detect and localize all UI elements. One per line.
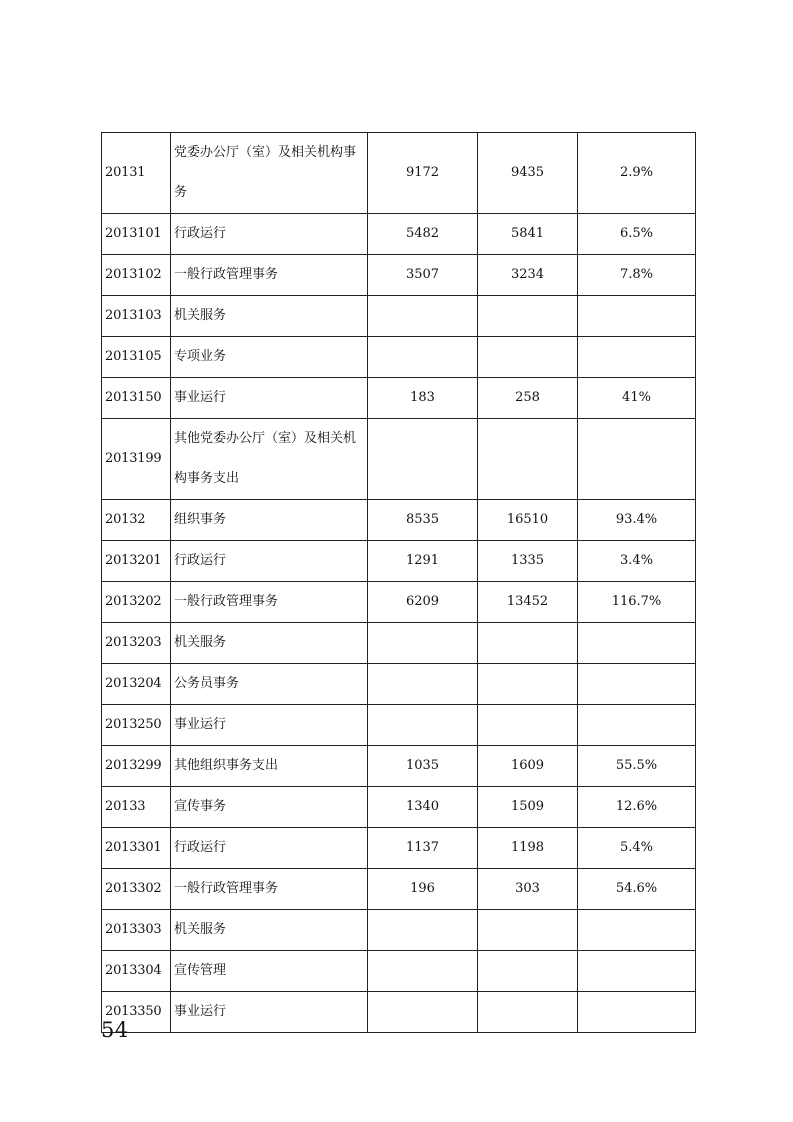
subject-code-cell: 2013105	[102, 337, 171, 378]
amount-cell: 1335	[478, 541, 578, 582]
amount-cell	[368, 623, 478, 664]
subject-name-cell: 宣传管理	[171, 951, 368, 992]
table-row	[102, 541, 696, 582]
percent-cell	[578, 910, 696, 951]
subject-name-cell: 其他党委办公厅（室）及相关机构事务支出	[171, 419, 368, 500]
amount-cell	[368, 951, 478, 992]
amount-cell: 303	[478, 869, 578, 910]
amount-cell: 1198	[478, 828, 578, 869]
amount-cell	[478, 337, 578, 378]
amount-cell	[478, 910, 578, 951]
table-row	[102, 869, 696, 910]
subject-code-cell: 2013302	[102, 869, 171, 910]
amount-cell: 6209	[368, 582, 478, 623]
table-row	[102, 828, 696, 869]
amount-cell	[368, 705, 478, 746]
amount-cell	[478, 992, 578, 1033]
subject-code-cell: 2013202	[102, 582, 171, 623]
amount-cell	[478, 296, 578, 337]
budget-table	[101, 132, 696, 1033]
table-row	[102, 419, 696, 500]
table-row	[102, 951, 696, 992]
subject-code-cell: 20133	[102, 787, 171, 828]
percent-cell	[578, 705, 696, 746]
table-row	[102, 133, 696, 214]
percent-cell	[578, 623, 696, 664]
amount-cell: 16510	[478, 500, 578, 541]
table-row	[102, 214, 696, 255]
table-row	[102, 296, 696, 337]
percent-cell: 41%	[578, 378, 696, 419]
percent-cell	[578, 296, 696, 337]
amount-cell: 3507	[368, 255, 478, 296]
percent-cell	[578, 951, 696, 992]
subject-code-cell: 2013201	[102, 541, 171, 582]
subject-name-cell: 其他组织事务支出	[171, 746, 368, 787]
subject-code-cell: 2013101	[102, 214, 171, 255]
amount-cell	[368, 992, 478, 1033]
subject-code-cell: 2013303	[102, 910, 171, 951]
amount-cell: 5841	[478, 214, 578, 255]
table-row	[102, 664, 696, 705]
percent-cell: 55.5%	[578, 746, 696, 787]
percent-cell	[578, 992, 696, 1033]
table-row	[102, 910, 696, 951]
amount-cell: 1137	[368, 828, 478, 869]
subject-name-cell: 事业运行	[171, 378, 368, 419]
subject-name-cell: 一般行政管理事务	[171, 255, 368, 296]
subject-name-cell: 事业运行	[171, 705, 368, 746]
subject-name-cell: 组织事务	[171, 500, 368, 541]
budget-table-body	[102, 133, 696, 1033]
amount-cell: 183	[368, 378, 478, 419]
table-row	[102, 705, 696, 746]
subject-name-cell: 事业运行	[171, 992, 368, 1033]
percent-cell	[578, 337, 696, 378]
percent-cell: 3.4%	[578, 541, 696, 582]
subject-code-cell: 2013299	[102, 746, 171, 787]
table-row	[102, 746, 696, 787]
percent-cell: 116.7%	[578, 582, 696, 623]
amount-cell: 1609	[478, 746, 578, 787]
table-row	[102, 787, 696, 828]
percent-cell	[578, 664, 696, 705]
subject-name-cell: 行政运行	[171, 214, 368, 255]
subject-code-cell: 2013102	[102, 255, 171, 296]
subject-name-cell: 公务员事务	[171, 664, 368, 705]
table-row	[102, 500, 696, 541]
table-row	[102, 255, 696, 296]
amount-cell: 3234	[478, 255, 578, 296]
subject-name-cell: 一般行政管理事务	[171, 869, 368, 910]
subject-name-cell: 机关服务	[171, 910, 368, 951]
amount-cell: 258	[478, 378, 578, 419]
subject-name-cell: 专项业务	[171, 337, 368, 378]
amount-cell: 1509	[478, 787, 578, 828]
amount-cell: 1035	[368, 746, 478, 787]
percent-cell: 12.6%	[578, 787, 696, 828]
amount-cell: 1291	[368, 541, 478, 582]
amount-cell	[478, 951, 578, 992]
percent-cell: 7.8%	[578, 255, 696, 296]
amount-cell: 196	[368, 869, 478, 910]
subject-code-cell: 2013203	[102, 623, 171, 664]
amount-cell: 5482	[368, 214, 478, 255]
amount-cell	[478, 623, 578, 664]
amount-cell	[368, 910, 478, 951]
subject-code-cell: 20131	[102, 133, 171, 214]
table-row	[102, 378, 696, 419]
subject-code-cell: 2013103	[102, 296, 171, 337]
subject-name-cell: 行政运行	[171, 541, 368, 582]
subject-code-cell: 2013304	[102, 951, 171, 992]
amount-cell: 8535	[368, 500, 478, 541]
subject-code-cell: 2013199	[102, 419, 171, 500]
subject-code-cell: 20132	[102, 500, 171, 541]
percent-cell: 2.9%	[578, 133, 696, 214]
percent-cell: 5.4%	[578, 828, 696, 869]
percent-cell: 54.6%	[578, 869, 696, 910]
amount-cell	[368, 664, 478, 705]
subject-name-cell: 一般行政管理事务	[171, 582, 368, 623]
table-row	[102, 582, 696, 623]
page-number: 54	[101, 1018, 129, 1042]
table-row	[102, 992, 696, 1033]
amount-cell: 1340	[368, 787, 478, 828]
table-row	[102, 623, 696, 664]
amount-cell	[478, 705, 578, 746]
percent-cell	[578, 419, 696, 500]
subject-name-cell: 机关服务	[171, 296, 368, 337]
subject-code-cell: 2013301	[102, 828, 171, 869]
subject-name-cell: 宣传事务	[171, 787, 368, 828]
amount-cell	[478, 419, 578, 500]
percent-cell: 6.5%	[578, 214, 696, 255]
subject-name-cell: 机关服务	[171, 623, 368, 664]
table-row	[102, 337, 696, 378]
subject-code-cell: 2013350	[102, 992, 171, 1033]
amount-cell	[478, 664, 578, 705]
amount-cell	[368, 337, 478, 378]
subject-code-cell: 2013250	[102, 705, 171, 746]
percent-cell: 93.4%	[578, 500, 696, 541]
subject-name-cell: 党委办公厅（室）及相关机构事务	[171, 133, 368, 214]
amount-cell: 9172	[368, 133, 478, 214]
amount-cell	[368, 419, 478, 500]
subject-name-cell: 行政运行	[171, 828, 368, 869]
subject-code-cell: 2013204	[102, 664, 171, 705]
amount-cell: 13452	[478, 582, 578, 623]
subject-code-cell: 2013150	[102, 378, 171, 419]
amount-cell	[368, 296, 478, 337]
amount-cell: 9435	[478, 133, 578, 214]
